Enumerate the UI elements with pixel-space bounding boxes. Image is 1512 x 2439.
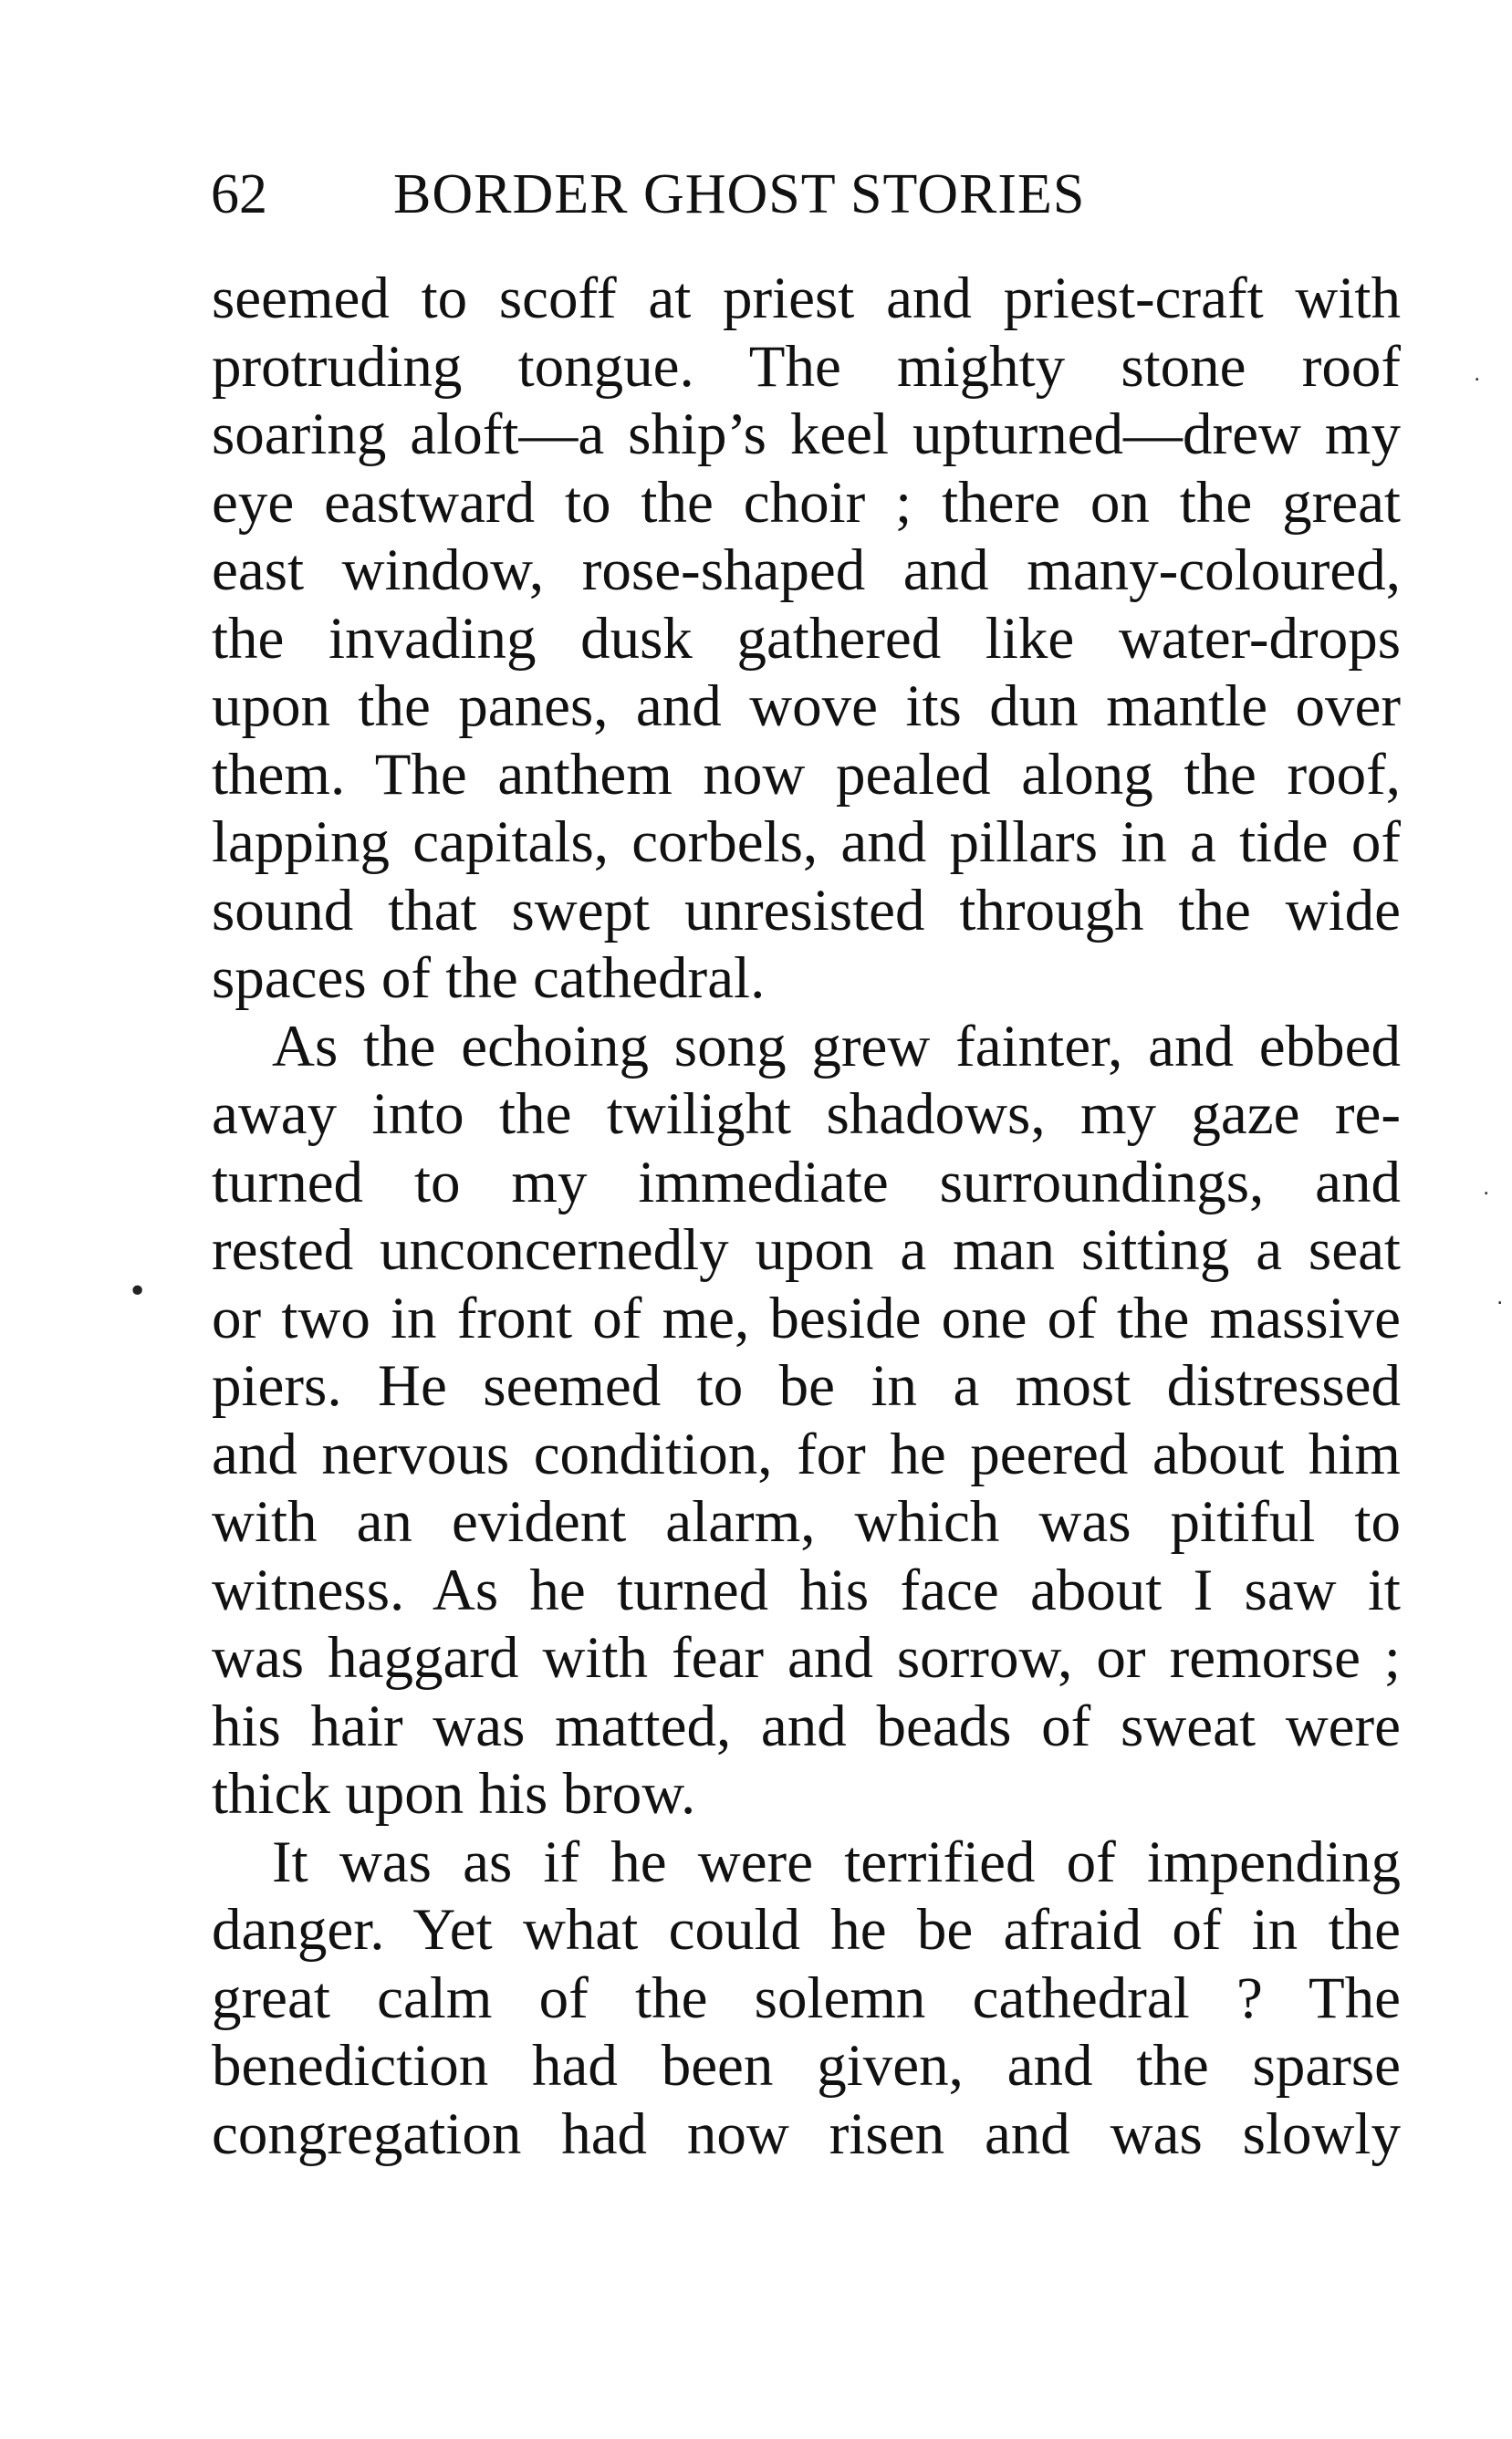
text-line: It was as if he were terrified of impending [272,1829,1401,1895]
paragraph-2 [212,1013,1401,1829]
text-line: eye eastward to the choir ; there on the great [212,469,1401,536]
text-line: piers. He seemed to be in a most distressed [212,1353,1401,1419]
text-line: seemed to scoff at priest and priest-craft with [212,266,1401,331]
text-line: and nervous condition, for he peered about him [212,1421,1401,1487]
text-line: soaring aloft—a ship’s keel upturned—drew my [212,401,1401,467]
text-line: thick upon his brow. [212,1761,696,1827]
paragraph-3 [212,1829,1401,2169]
text-line: As the echoing song grew fainter, and ebbed [272,1013,1401,1079]
text-line: danger. Yet what could he be afraid of in the [212,1897,1401,1963]
scan-speck-mark: • [128,1273,148,1310]
scan-speck-mark: ․ [1496,1287,1504,1309]
text-line: great calm of the solemn cathedral ? The [212,1965,1401,2031]
text-line: sound that swept unresisted through the wide [212,877,1401,943]
text-line: east window, rose-shaped and many-coloured, [212,537,1401,603]
scan-speck-mark: ․ [1483,1177,1490,1200]
body-text [212,265,1401,2168]
text-line: them. The anthem now pealed along the roof, [212,741,1401,808]
text-line: or two in front of me, beside one of the massive [212,1285,1401,1351]
text-line: with an evident alarm, which was pitiful to [212,1489,1401,1555]
text-line: lapping capitals, corbels, and pillars in a tide of [212,809,1401,875]
scan-speck-mark: ․ [1474,363,1481,386]
text-line: witness. As he turned his face about I saw it [212,1557,1401,1623]
text-line: was haggard with fear and sorrow, or remorse ; [212,1625,1401,1691]
text-line: his hair was matted, and beads of sweat were [212,1693,1401,1759]
text-line: upon the panes, and wove its dun mantle over [212,673,1401,739]
text-line: turned to my immediate surroundings, and [212,1149,1401,1215]
text-line: rested unconcernedly upon a man sitting a seat [212,1217,1401,1283]
text-line: spaces of the cathedral. [212,945,766,1011]
paragraph-1 [212,265,1401,1013]
text-line: benediction had been given, and the sparse [212,2033,1401,2099]
text-line: away into the twilight shadows, my gaze re- [212,1081,1401,1147]
text-line: the invading dusk gathered like water-drops [212,605,1401,672]
text-line: congregation had now risen and was slowly [212,2100,1401,2167]
running-header [211,153,1397,235]
running-title: BORDER GHOST STORIES [393,163,1086,225]
page-number: 62 [211,163,267,225]
text-line: protruding tongue. The mighty stone roof [212,333,1401,400]
